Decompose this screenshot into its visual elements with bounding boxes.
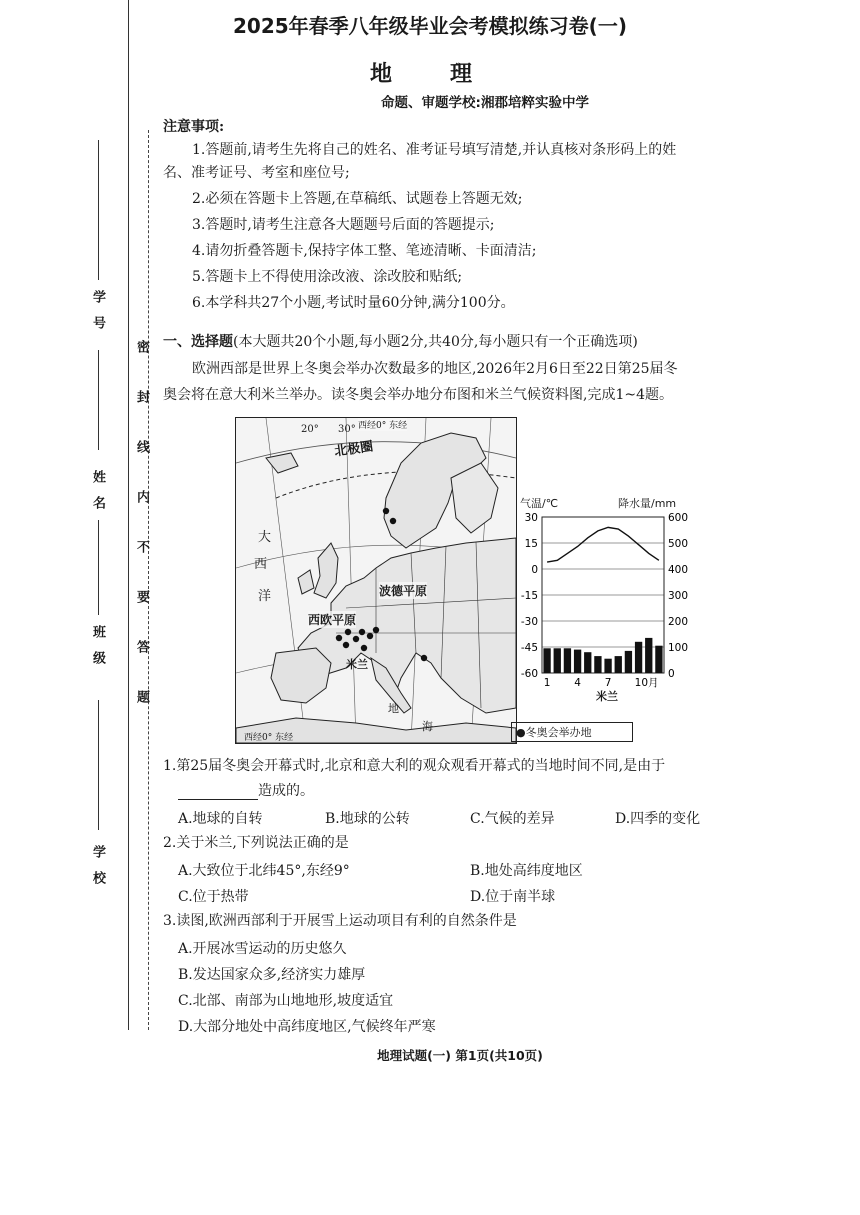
question-1-stem-cont xyxy=(178,782,314,800)
question-1-option[interactable]: C.气候的差异 xyxy=(470,811,555,827)
map-milan-label: 米兰 xyxy=(346,658,368,671)
student-number-label: 学 号 xyxy=(90,290,105,329)
host-city-dot xyxy=(336,635,342,641)
host-city-dot xyxy=(373,627,379,633)
chart-right-tick: 200 xyxy=(668,616,689,628)
question-2-option[interactable]: C.位于热带 xyxy=(178,889,249,905)
chart-left-tick: -30 xyxy=(520,616,538,628)
precipitation-bar xyxy=(655,646,662,673)
precipitation-bar xyxy=(594,656,601,673)
chart-left-tick: -60 xyxy=(520,668,538,680)
student-number-line[interactable] xyxy=(98,140,99,280)
host-city-dot xyxy=(345,629,351,635)
map-longitude-label-top: 西经0° 东经 xyxy=(358,418,407,431)
question-2-option[interactable]: D.位于南半球 xyxy=(470,889,556,905)
section-heading-note: (本大题共20个小题,每小题2分,共40分,每小题只有一个正确选项) xyxy=(233,334,638,350)
map-ocean-label: 洋 xyxy=(258,589,272,604)
map-legend: ●冬奥会举办地 xyxy=(511,722,633,742)
note-item: 4.请勿折叠答题卡,保持字体工整、笔迹清晰、卡面清洁; xyxy=(192,243,537,259)
class-line[interactable] xyxy=(98,520,99,615)
precipitation-bar xyxy=(635,642,642,673)
exam-title: 2025年春季八年级毕业会考模拟练习卷(一) xyxy=(233,14,627,38)
host-city-dot xyxy=(367,633,373,639)
map-svg xyxy=(236,418,516,743)
map-arctic-label: 北极圈 xyxy=(333,439,375,460)
question-3-stem: 3.读图,欧洲西部利于开展雪上运动项目有利的自然条件是 xyxy=(163,913,517,929)
section-heading-title: 一、选择题 xyxy=(163,334,233,350)
intro-line: 奥会将在意大利米兰举办。读冬奥会举办地分布图和米兰气候资料图,完成1~4题。 xyxy=(163,387,673,403)
chart-left-tick: 0 xyxy=(531,564,538,576)
chart-right-axis-title: 降水量/mm xyxy=(618,497,677,510)
student-name-label: 姓 名 xyxy=(90,470,105,509)
question-3-option[interactable]: A.开展冰雪运动的历史悠久 xyxy=(178,941,347,957)
note-item: 3.答题时,请考生注意各大题题号后面的答题提示; xyxy=(192,217,495,233)
binding-line-inner xyxy=(128,0,129,1030)
question-1-option[interactable]: B.地球的公转 xyxy=(325,811,410,827)
chart-xlabel: 米兰 xyxy=(596,690,618,703)
question-2-option[interactable]: A.大致位于北纬45°,东经9° xyxy=(178,863,350,879)
precipitation-bar xyxy=(554,648,561,673)
map-longitude-label-bottom: 西经0° 东经 xyxy=(244,733,294,743)
chart-left-tick: -15 xyxy=(520,590,538,602)
question-3-option[interactable]: C.北部、南部为山地地形,坡度适宜 xyxy=(178,993,394,1009)
host-city-dot xyxy=(361,645,367,651)
precipitation-bar xyxy=(604,659,611,673)
precipitation-bar xyxy=(564,648,571,673)
host-city-dot xyxy=(383,508,389,514)
note-item: 5.答题卡上不得使用涂改液、涂改胶和贴纸; xyxy=(192,269,463,285)
chart-left-tick: 30 xyxy=(524,512,538,524)
precipitation-bar xyxy=(574,650,581,673)
chart-right-tick: 0 xyxy=(668,668,675,680)
host-city-dot xyxy=(359,629,365,635)
note-item: 1.答题前,请考生先将自己的姓名、准考证号填写清楚,并认真核对条形码上的姓 xyxy=(192,142,677,158)
climate-chart-svg xyxy=(508,495,693,710)
school-line-field[interactable] xyxy=(98,700,99,830)
chart-x-tick: 1 xyxy=(543,677,551,689)
map-west-plain-label: 西欧平原 xyxy=(308,613,357,627)
chart-x-tick: 10月 xyxy=(634,677,659,689)
map-lon-mark: 30° xyxy=(338,424,356,435)
question-1-option[interactable]: D.四季的变化 xyxy=(615,811,701,827)
host-city-dot xyxy=(421,655,427,661)
chart-right-tick: 600 xyxy=(668,512,689,524)
host-city-dot xyxy=(390,518,396,524)
host-city-dot xyxy=(343,642,349,648)
note-item: 6.本学科共27个小题,考试时量60分钟,满分100分。 xyxy=(192,295,515,311)
chart-right-tick: 400 xyxy=(668,564,689,576)
olympic-host-map xyxy=(235,417,517,744)
map-east-plain-label: 波德平原 xyxy=(379,584,428,598)
chart-left-tick: -45 xyxy=(520,642,538,654)
note-item: 名、准考证号、考室和座位号; xyxy=(163,165,350,181)
chart-right-tick: 100 xyxy=(668,642,689,654)
intro-line: 欧洲西部是世界上冬奥会举办次数最多的地区,2026年2月6日至22日第25届冬 xyxy=(192,361,678,377)
milan-climate-chart xyxy=(508,495,693,710)
note-item: 2.必须在答题卡上答题,在草稿纸、试题卷上答题无效; xyxy=(192,191,523,207)
question-1-stem-tail: 造成的。 xyxy=(258,783,314,799)
section-heading xyxy=(163,333,638,351)
seal-line-text: 密 封 线 内 不 要 答 题 xyxy=(134,340,149,715)
chart-x-tick: 7 xyxy=(604,677,612,689)
question-1-option[interactable]: A.地球的自转 xyxy=(178,811,263,827)
chart-right-tick: 300 xyxy=(668,590,689,602)
school-line: 命题、审题学校:湘郡培粹实验中学 xyxy=(381,95,589,111)
question-1-stem: 1.第25届冬奥会开幕式时,北京和意大利的观众观看开幕式的当地时间不同,是由于 xyxy=(163,758,666,774)
question-3-option[interactable]: B.发达国家众多,经济实力雄厚 xyxy=(178,967,366,983)
school-label: 学 校 xyxy=(90,845,105,884)
map-sea-label: 海 xyxy=(422,720,433,733)
chart-x-tick: 4 xyxy=(574,677,581,689)
notes-heading: 注意事项: xyxy=(163,119,225,135)
page-footer: 地理试题(一) 第1页(共10页) xyxy=(377,1048,543,1063)
chart-left-axis-title: 气温/℃ xyxy=(520,497,559,510)
map-lon-mark: 20° xyxy=(301,424,319,435)
map-ocean-label: 西 xyxy=(254,557,268,572)
subject-title: 地 理 xyxy=(369,61,490,87)
precipitation-bar xyxy=(645,638,652,673)
student-name-line[interactable] xyxy=(98,350,99,450)
class-label: 班 级 xyxy=(90,625,105,664)
map-sea-label: 地 xyxy=(388,702,399,715)
precipitation-bar xyxy=(543,648,550,673)
chart-left-tick: 15 xyxy=(524,538,538,550)
host-city-dot xyxy=(353,636,359,642)
answer-blank[interactable] xyxy=(178,785,258,800)
precipitation-bar xyxy=(615,656,622,673)
precipitation-bar xyxy=(625,651,632,673)
map-ocean-label: 大 xyxy=(258,530,272,545)
question-2-stem: 2.关于米兰,下列说法正确的是 xyxy=(163,835,349,851)
question-2-option[interactable]: B.地处高纬度地区 xyxy=(470,863,583,879)
precipitation-bar xyxy=(584,652,591,673)
chart-right-tick: 500 xyxy=(668,538,689,550)
question-3-option[interactable]: D.大部分地处中高纬度地区,气候终年严寒 xyxy=(178,1019,436,1035)
